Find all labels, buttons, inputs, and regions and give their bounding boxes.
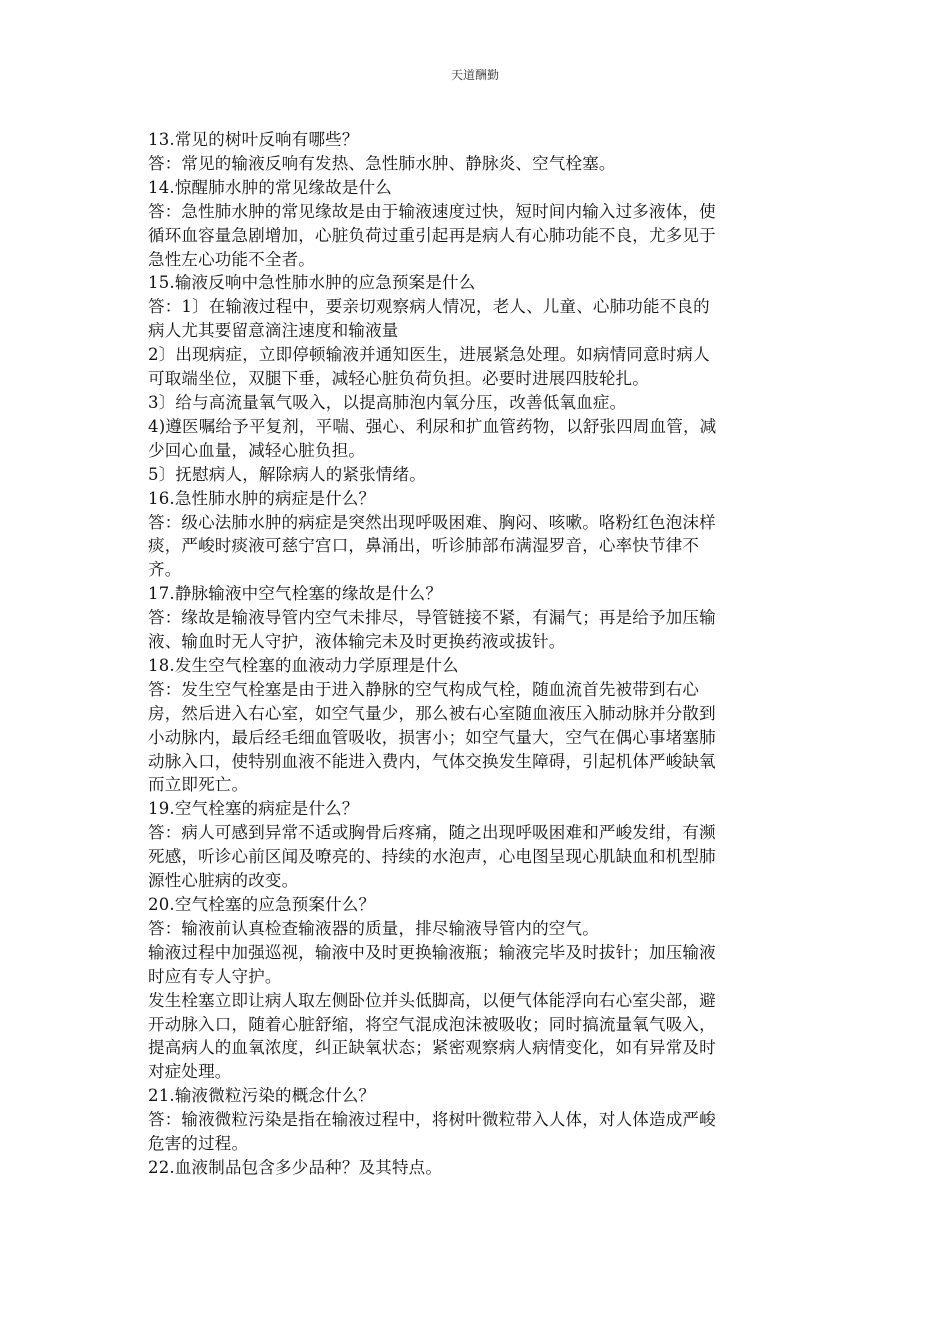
text-line: 18.发生空气栓塞的血液动力学原理是什么 [148, 655, 459, 675]
text-line: 液、输血时无人守护，液体输完未及时更换药液或拔针。 [148, 632, 566, 652]
text-line: 动脉入口，使特别血液不能进入费内，气体交换发生障碍，引起机体严峻缺氧 [148, 751, 716, 771]
document-body [148, 128, 808, 1180]
text-line: 答：缘故是输液导管内空气未排尽，导管链接不紧，有漏气；再是给予加压输 [148, 608, 716, 628]
text-line: 提高病人的血氧浓度，纠正缺氧状态；紧密观察病人病情变化，如有异常及时 [148, 1038, 716, 1058]
text-line: 5〕抚慰病人，解除病人的紧张情绪。 [148, 464, 426, 484]
text-line: 22.血液制品包含多少品种？及其特点。 [148, 1157, 443, 1177]
text-line: 15.输液反响中急性肺水肿的应急预案是什么 [148, 273, 476, 293]
text-line: 输液过程中加强巡视，输液中及时更换输液瓶；输液完毕及时拔针；加压输液 [148, 942, 716, 962]
text-line: 死感，听诊心前区闻及嘹亮的、持续的水泡声，心电图呈现心肌缺血和机型肺 [148, 847, 716, 867]
text-line: 齐。 [148, 560, 182, 580]
text-line: 痰，严峻时痰液可慈宁宫口，鼻涌出，听诊肺部布满湿罗音，心率快节律不 [148, 536, 700, 556]
text-line: 17.静脉输液中空气栓塞的缘故是什么？ [148, 584, 443, 604]
text-line: 急性左心功能不全者。 [148, 249, 315, 269]
text-line: 13.常见的树叶反响有哪些？ [148, 130, 359, 149]
text-line: 答：输液前认真检查输液器的质量，排尽输液导管内的空气。 [148, 918, 599, 938]
text-line: 答：病人可感到异常不适或胸骨后疼痛，随之出现呼吸困难和严峻发绀，有濒 [148, 823, 716, 843]
text-line: 发生栓塞立即让病人取左侧卧位并头低脚高，以便气体能浮向右心室尖部，避 [148, 990, 716, 1010]
text-line: 20.空气栓塞的应急预案什么？ [148, 895, 376, 914]
text-line: 而立即死亡。 [148, 775, 249, 795]
text-line: 答：输液微粒污染是指在输液过程中，将树叶微粒带入人体，对人体造成严峻 [148, 1110, 716, 1130]
text-line: 2〕出现病症，立即停顿输液并通知医生，进展紧急处理。如病情同意时病人 [148, 345, 710, 365]
text-line: 答：1〕在输液过程中，要亲切观察病人情况，老人、儿童、心肺功能不良的 [148, 297, 710, 317]
text-line: 房，然后进入右心室，如空气量少，那么被右心室随血液压入肺动脉并分散到 [148, 703, 716, 723]
page-header: 天道酬勤 [450, 68, 499, 82]
text-line: 3〕给与高流量氧气吸入，以提高肺泡内氧分压，改善低氧血症。 [148, 392, 627, 412]
text-line: 16.急性肺水肿的病症是什么？ [148, 488, 376, 508]
text-line: 源性心脏病的改变。 [148, 871, 299, 891]
text-line: 循环血容量急剧增加，心脏负荷过重引起再是病人有心肺功能不良，尤多见于 [148, 225, 716, 245]
text-line: 时应有专人守护。 [148, 966, 282, 986]
text-line: 开动脉入口，随着心脏舒缩，将空气混成泡沫被吸收；同时搞流量氧气吸入， [148, 1014, 716, 1034]
text-line: 答：级心法肺水肿的病症是突然出现呼吸困难、胸闷、咳嗽。咯粉红色泡沫样 [148, 512, 716, 532]
text-line: 14.惊醒肺水肿的常见缘故是什么 [148, 177, 392, 197]
text-line: 少回心血量，减轻心脏负担。 [148, 440, 366, 460]
text-line: 4)遵医嘱给予平复剂，平喘、强心、利尿和扩血管药物，以舒张四周血管，减 [148, 416, 717, 436]
text-line: 危害的过程。 [148, 1134, 249, 1154]
text-line: 答：急性肺水肿的常见缘故是由于输液速度过快，短时间内输入过多液体，使 [148, 201, 716, 221]
text-line: 答：常见的输液反响有发热、急性肺水肿、静脉炎、空气栓塞。 [148, 153, 616, 173]
text-line: 小动脉内，最后经毛细血管吸收，损害小；如空气量大，空气在偶心事堵塞肺 [148, 727, 716, 747]
text-line: 答：发生空气栓塞是由于进入静脉的空气构成气栓，随血流首先被带到右心 [148, 679, 700, 699]
text-line: 对症处理。 [148, 1062, 232, 1082]
text-line: 可取端坐位，双腿下垂，减轻心脏负荷负担。必要时进展四肢轮扎。 [148, 369, 649, 389]
text-line: 21.输液微粒污染的概念什么？ [148, 1086, 376, 1106]
text-line: 病人尤其要留意滴注速度和输液量 [148, 321, 399, 341]
text-line: 19.空气栓塞的病症是什么？ [148, 799, 359, 819]
